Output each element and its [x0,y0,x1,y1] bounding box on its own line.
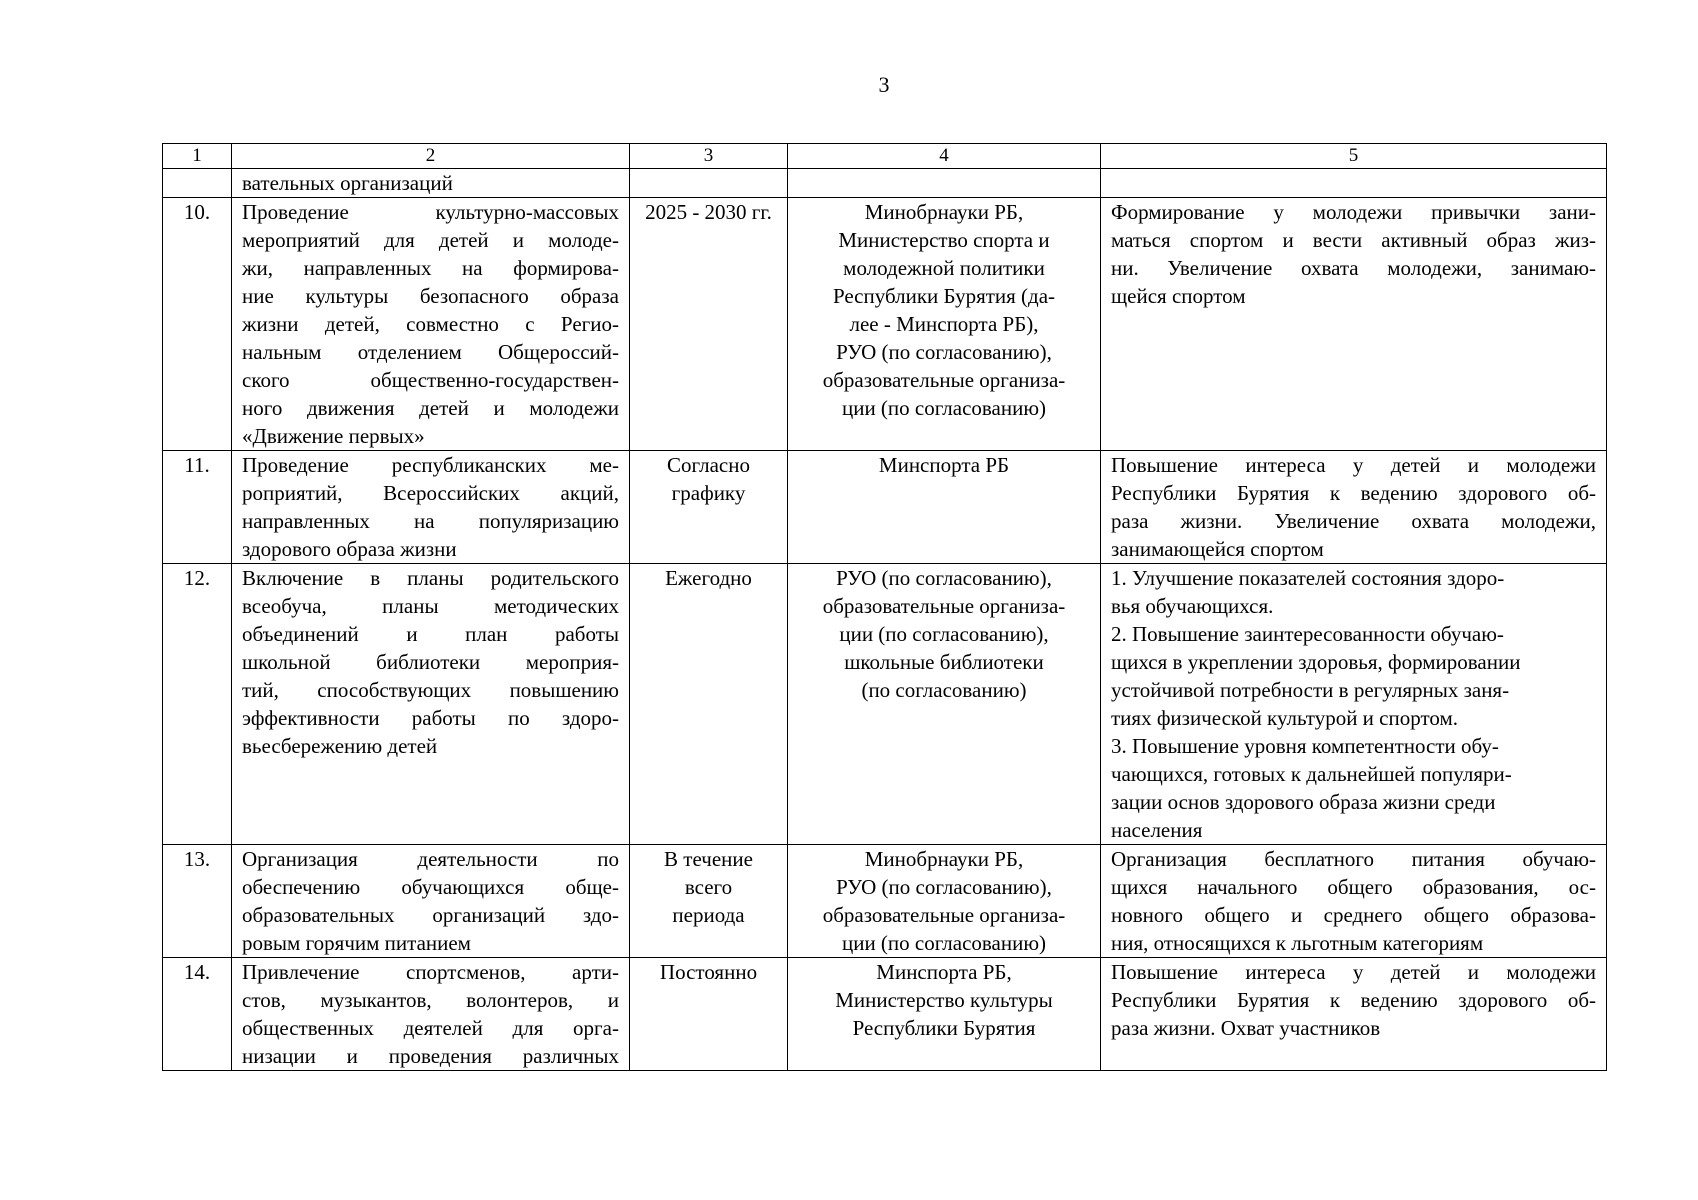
measure-name-line: жи, направленных на формирова- [242,256,619,280]
measure-name-line: всеобуча, планы методических [242,594,619,618]
measure-name-line: здорового образа жизни [242,537,457,561]
expected-result-line: 2. Повышение заинтересованности обучаю- [1111,622,1504,646]
term-line: В течение [664,847,753,871]
term-cell [630,958,788,1071]
measure-name-cell [232,198,630,451]
executor-line: Минобрнауки РБ, [864,847,1024,871]
executor-cell [788,198,1101,451]
page-number: 3 [878,72,890,97]
measure-name-line: направленных на популяризацию [242,509,619,533]
expected-result-line: Повышение интереса у детей и молодежи [1111,960,1596,984]
measure-name-line: Проведение культурно-массовых [242,200,619,224]
measure-name-line: роприятий, Всероссийских акций, [242,481,619,505]
table-row [163,198,1607,451]
row-number-cell: 10. [163,198,232,451]
executor-line: Министерство спорта и [838,228,1050,252]
expected-result-line: чающихся, готовых к дальнейшей популяри- [1111,762,1512,786]
expected-result-line: тиях физической культурой и спортом. [1111,706,1458,730]
measure-name-cell [232,845,630,958]
table-row [163,451,1607,564]
expected-result-line: вья обучающихся. [1111,594,1274,618]
column-numbers-row [163,144,1607,169]
measure-name-line: вьесбережению детей [242,734,438,758]
executor-cell [788,564,1101,845]
expected-result-line: устойчивой потребности в регулярных заня- [1111,678,1510,702]
table-row [163,845,1607,958]
measure-name-cell [232,564,630,845]
expected-result-line: 1. Улучшение показателей состояния здоро- [1111,566,1505,590]
executor-line: Минспорта РБ, [876,960,1012,984]
expected-result-line: щихся в укреплении здоровья, формировании [1111,650,1521,674]
measure-name-line: образовательных организаций здо- [242,903,619,927]
expected-result-line: занимающейся спортом [1111,537,1324,561]
executor-line: школьные библиотеки [844,650,1044,674]
executor-cell [788,451,1101,564]
continuation-exec-cell [788,169,1101,198]
executor-line: РУО (по согласованию), [836,566,1052,590]
term-line: всего [684,875,733,899]
measure-name-line: Включение в планы родительского [242,566,619,590]
measure-name-line: жизни детей, совместно с Регио- [242,312,619,336]
term-line: Ежегодно [665,566,752,590]
continuation-name-cell [232,169,630,198]
row-number-cell: 11. [163,451,232,564]
expected-result-line: новного общего и среднего общего образова- [1111,903,1596,927]
measures-table [162,143,1607,1071]
term-cell [630,451,788,564]
term-line: 2025 - 2030 гг. [645,200,772,224]
measure-name-line: ского общественно-государствен- [242,368,619,392]
column-header-1: 1 [163,144,232,169]
measure-name-line: общественных деятелей для орга- [242,1016,619,1040]
term-cell [630,845,788,958]
measure-name-line: тий, способствующих повышению [242,678,619,702]
expected-result-line: населения [1111,818,1203,842]
executor-line: лее - Минспорта РБ), [849,312,1039,336]
expected-result-cell [1101,845,1607,958]
executor-line: ции (по согласованию), [839,622,1049,646]
measure-name-line: ного движения детей и молодежи [242,396,619,420]
measure-name-cell [232,451,630,564]
executor-line: Минобрнауки РБ, [864,200,1024,224]
measure-name-line: нальным отделением Общероссий- [242,340,619,364]
row-number-cell: 14. [163,958,232,1071]
expected-result-line: Повышение интереса у детей и молодежи [1111,453,1596,477]
executor-line: Министерство культуры [835,988,1053,1012]
measure-name-line: Организация деятельности по [242,847,619,871]
executor-line: образовательные организа- [822,594,1066,618]
executor-cell [788,958,1101,1071]
term-line: периода [672,903,745,927]
measure-name-line: объединений и план работы [242,622,619,646]
expected-result-line: раза жизни. Охват участников [1111,1016,1381,1040]
executor-line: РУО (по согласованию), [836,340,1052,364]
column-header-2: 2 [232,144,630,169]
continuation-name-text: вательных организаций [242,171,453,195]
expected-result-line: Республики Бурятия к ведению здорового об- [1111,481,1596,505]
measure-name-line: обеспечению обучающихся обще- [242,875,619,899]
measure-name-cell [232,958,630,1071]
expected-result-line: ния, относящихся к льготным категориям [1111,931,1484,955]
executor-line: РУО (по согласованию), [836,875,1052,899]
executor-line: образовательные организа- [822,903,1066,927]
column-header-4: 4 [788,144,1101,169]
expected-result-line: маться спортом и вести активный образ жиз- [1111,228,1596,252]
measure-name-line: «Движение первых» [242,424,425,448]
term-line: графику [671,481,746,505]
expected-result-line: щейся спортом [1111,284,1246,308]
column-header-3: 3 [630,144,788,169]
expected-result-line: щихся начального общего образования, ос- [1111,875,1596,899]
expected-result-line: зации основ здорового образа жизни среди [1111,790,1496,814]
expected-result-line: Республики Бурятия к ведению здорового об- [1111,988,1596,1012]
expected-result-line: ни. Увеличение охвата молодежи, занимаю- [1111,256,1596,280]
expected-result-line: Формирование у молодежи привычки зани- [1111,200,1596,224]
expected-result-line: раза жизни. Увеличение охвата молодежи, [1111,509,1596,533]
term-cell [630,564,788,845]
measure-name-line: низации и проведения различных [242,1044,619,1068]
executor-line: ции (по согласованию) [841,931,1047,955]
expected-result-cell [1101,958,1607,1071]
term-cell [630,198,788,451]
continuation-term-cell [630,169,788,198]
measure-name-line: ровым горячим питанием [242,931,471,955]
expected-result-line: 3. Повышение уровня компетентности обу- [1111,734,1499,758]
continuation-row [163,169,1607,198]
executor-line: Минспорта РБ [878,453,1010,477]
measure-name-line: эффективности работы по здоро- [242,706,619,730]
row-number-cell: 12. [163,564,232,845]
executor-line: образовательные организа- [822,368,1066,392]
measure-name-line: Проведение республиканских ме- [242,453,619,477]
executor-line: ции (по согласованию) [841,396,1047,420]
continuation-num-cell [163,169,232,198]
term-line: Постоянно [659,960,758,984]
continuation-result-cell [1101,169,1607,198]
measure-name-line: мероприятий для детей и молоде- [242,228,619,252]
table-row [163,564,1607,845]
row-number-cell: 13. [163,845,232,958]
executor-cell [788,845,1101,958]
executor-line: Республики Бурятия (да- [832,284,1056,308]
executor-line: молодежной политики [843,256,1045,280]
term-line: Согласно [667,453,750,477]
measure-name-line: Привлечение спортсменов, арти- [242,960,619,984]
measure-name-line: ние культуры безопасного образа [242,284,619,308]
measure-name-line: школьной библиотеки мероприя- [242,650,619,674]
executor-line: (по согласованию) [861,678,1027,702]
measure-name-line: стов, музыкантов, волонтеров, и [242,988,619,1012]
expected-result-cell [1101,198,1607,451]
expected-result-cell [1101,451,1607,564]
expected-result-line: Организация бесплатного питания обучаю- [1111,847,1596,871]
table-row [163,958,1607,1071]
column-header-5: 5 [1101,144,1607,169]
expected-result-cell [1101,564,1607,845]
executor-line: Республики Бурятия [852,1016,1036,1040]
